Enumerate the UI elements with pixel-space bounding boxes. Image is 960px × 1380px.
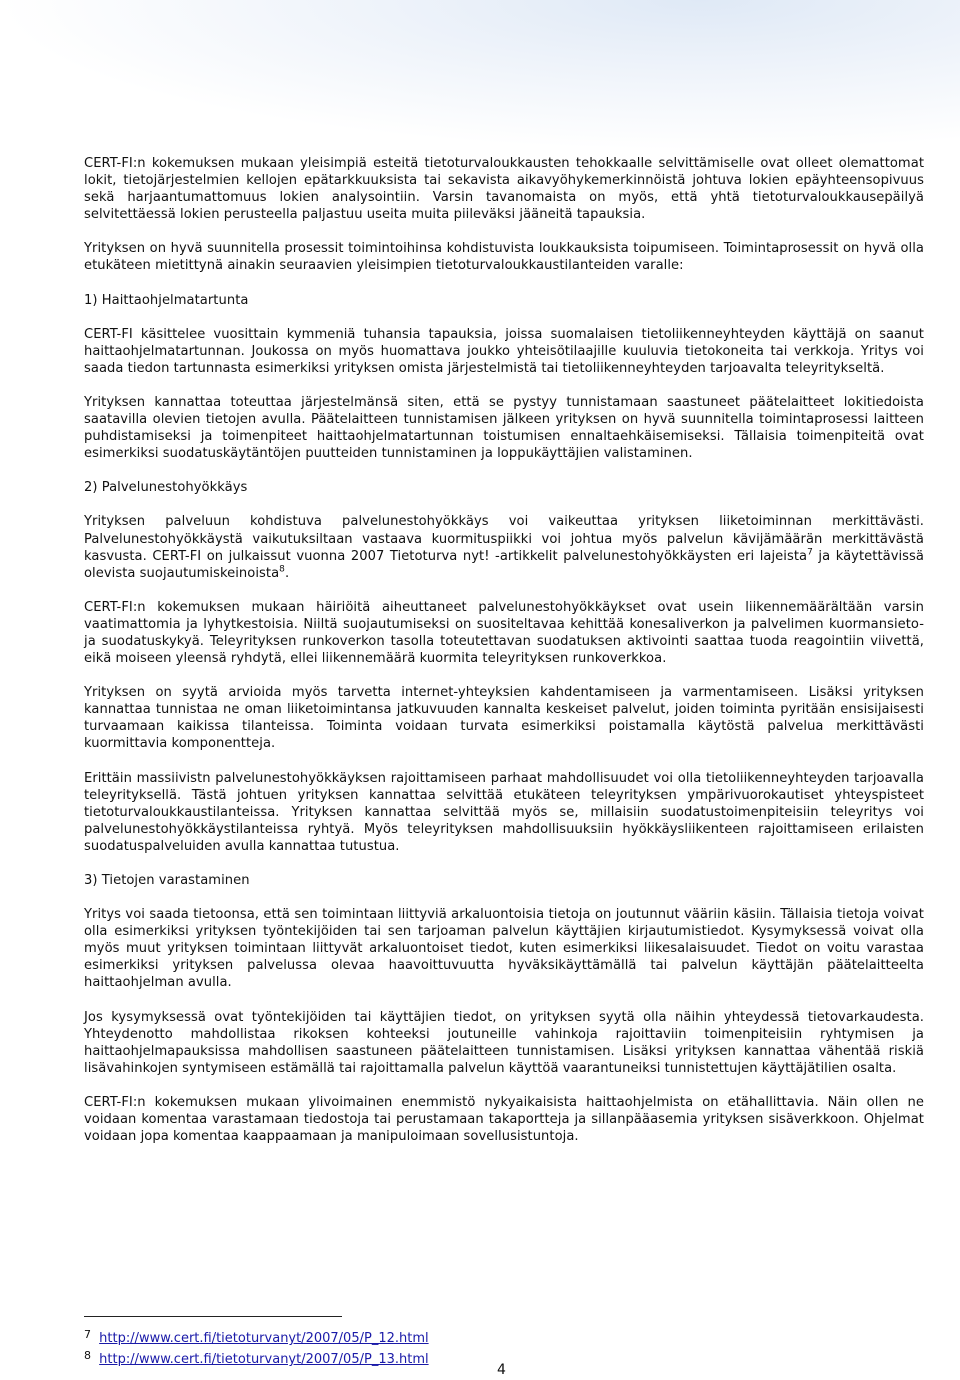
paragraph-intro: CERT-FI:n kokemuksen mukaan yleisimpiä esteitä tietoturvaloukkausten tehokkaalle selvittämiselle ovat olleet olemattomat lokit, tietojärjestelmien kellojen epätarkkuuksista tai sekavista aikavyöhykemerkinnöistä johtuva lokien epäyhteensopivuus sekä harjaantumattomuus lokien analysointiin. Varsin tavanomaista on myös, että yhtä tietoturvaloukkausepäilyä selvitettäessä lokien perusteella paljastuu useita muita piileväksi jääneitä tapauksia. — [84, 156, 924, 223]
footnote-number: 7 — [84, 1328, 91, 1341]
paragraph-dos-impact — [84, 513, 924, 581]
page-number: 4 — [497, 1362, 506, 1378]
footnote-link-7[interactable]: http://www.cert.fi/tietoturvanyt/2007/05/P_12.html — [99, 1331, 429, 1346]
paragraph-malware-cases: CERT-FI käsittelee vuosittain kymmeniä tuhansia tapauksia, joissa suomalaisen tietoliikenneyhteyden käyttäjä on saanut haittaohjelmatartunnan. Joukossa on myös huomattava joukko yhteisötilaajille kuuluvia tietokoneita tai verkkoja. Yritys voi saada tiedon tartunnasta esimerkiksi yrityksen omista järjestelmistä tai tietoliikenneyhteyden tarjoavalta teleyritykseltä. — [84, 326, 924, 376]
footnote-ref-7[interactable]: 7 — [807, 547, 813, 558]
paragraph-malware-detection: Yrityksen kannattaa toteuttaa järjestelmänsä siten, että se pystyy tunnistamaan saastuneet päätelaitteet lokitiedoista saatavilla olevien tietojen avulla. Päätelaitteen tunnistamisen jälkeen yrityksen on hyvä suunnitella toimintaprosessi laitteen puhdistamiseksi ja toimenpiteet haittaohjelmatartunnan toistumisen ennaltaehkäisemiseksi. Tällaisia toimenpiteitä ovat esimerkiksi suodatuskäytäntöjen puutteiden tunnistaminen ja loppukäyttäjien valistaminen. — [84, 394, 924, 462]
footnote-separator — [84, 1316, 342, 1317]
paragraph-theft-remote-control: CERT-FI:n kokemuksen mukaan ylivoimainen enemmistö nykyaikaisista haittaohjelmista on etähallittavia. Näin ollen ne voidaan komentaa varastamaan tiedostoja tai perustamaan takaportteja ja sillanpääasemia yrityksen sisäverkkoon. Ohjelmat voidaan jopa komentaa kaappaamaan ja manipuloimaan sovellusistuntoja. — [84, 1094, 924, 1145]
paragraph-dos-impact-text-c: . — [284, 565, 290, 581]
header-gradient — [0, 0, 960, 150]
heading-dos: 2) Palvelunestohyökkäys — [84, 480, 248, 496]
paragraph-dos-experience: CERT-FI:n kokemuksen mukaan häiriöitä aiheuttaneet palvelunestohyökkäykset ovat usein liikennemäärältään varsin vaatimattomia ja lyhytkestoisia. Niiltä suojautumiseksi on suositeltavaa kehittää konesaliverkon ja palvelimen kuormansieto- ja suodatuskykyä. Teleyrityksen runkoverkon tasolla toteutettavan suodatuksen aktivointi saattaa tuoda reagointiin viivettä, eikä moiseen yleensä ryhdytä, ellei liikennemäärä kuormita teleyrityksen runkoverkkoa. — [84, 599, 924, 667]
footnote-number: 8 — [84, 1349, 91, 1362]
footnote-8 — [84, 1347, 684, 1368]
paragraph-theft-contact: Jos kysymyksessä ovat työntekijöiden tai käyttäjien tiedot, on yrityksen syytä olla näihin yhteydessä tietovarkaudesta. Yhteydenotto mahdollistaa rikoksen kohteeksi joutuneille vahinkoja rajoittaviin toimenpiteisiin ryhtymisen ja haittaohjelmapauksissa mahdollisen saastuneen päätelaitteen tunnistamisen. Lisäksi yrityksen kannattaa vähentää riskiä lisävahinkojen syntymiseen estämällä tai rajoittamalla palvelun käyttöä vaarantuneiksi tunnistettujen käyttäjätilien osalta. — [84, 1009, 924, 1076]
heading-malware: 1) Haittaohjelmatartunta — [84, 292, 249, 308]
paragraph-theft-info: Yritys voi saada tietoonsa, että sen toimintaan liittyviä arkaluontoisia tietoja on joutunnut vääriin käsiin. Tällaisia tietoja voivat olla esimerkiksi yrityksen työntekijöiden tai sen tarjoaman palvelun käyttäjien kirjautumistiedot. Kysymyksessä voivat olla myös muut yrityksen toimintaan liittyvät arkaluontoiset tiedot, kuten esimerkiksi liikesalaisuudet. Tiedot on voitu varastaa esimerkiksi yrityksen palvelussa olevaa haavoittuvuutta hyväksikäyttämällä tai palvelun käyttäjän päätelaitteelta haittaohjelman avulla. — [84, 907, 924, 991]
paragraph-dos-redundancy: Yrityksen on syytä arvioida myös tarvetta internet-yhteyksien kahdentamiseen ja varmentamiseen. Lisäksi yrityksen kannattaa tunnistaa ne oman liiketoimintansa jatkuvuuden kannalta keskeiset palvelut, joiden toiminta pyritään ensisijaisesti turvaamaan kaikissa tilanteissa. Toiminta voidaan turvata esimerkiksi poistamalla käytöstä palvelua merkittävästi kuormittavia komponentteja. — [84, 685, 924, 752]
document-body — [84, 155, 924, 1162]
paragraph-dos-impact-text-b: ja käytettävissä olevista suojautumiskeinoista — [84, 548, 925, 581]
paragraph-dos-impact-text-a: Yrityksen palveluun kohdistuva palvelunestohyökkäys voi vaikeuttaa yrityksen liiketoiminnan merkittävästi. Palvelunestohyökkäystä vaikutuksiltaan vastaava kuormituspiikki voi johtua myös palvelun kävijämäärän merkittävästä kasvusta. CERT-FI on julkaissut vuonna 2007 Tietoturva nyt! -artikkelit palvelunestohyökkäysten eri lajeista — [84, 514, 924, 564]
footnote-link-8[interactable]: http://www.cert.fi/tietoturvanyt/2007/05/P_13.html — [99, 1352, 429, 1367]
footnote-ref-8[interactable]: 8 — [279, 564, 285, 575]
footnote-7 — [84, 1326, 684, 1347]
paragraph-recovery-process: Yrityksen on hyvä suunnitella prosessit toimintoihinsa kohdistuvista loukkauksista toipumiseen. Toimintaprosessit on hyvä olla etukäteen mietittynä ainakin seuraavien yleisimpien tietoturvaloukkaustilanteiden varalle: — [84, 241, 924, 274]
paragraph-dos-teleoperator: Erittäin massiivistn palvelunestohyökkäyksen rajoittamiseen parhaat mahdollisuudet voi olla tietoliikenneyhteyden tarjoavalla teleyrityksellä. Tästä johtuen yrityksen kannattaa selvittää etukäteen teleyrityksen ympärivuorokautiset yhteyspisteet tietoturvaloukkaustilanteissa. Yrityksen kannattaa selvittää myös se, millaisiin suodatustoimenpiteisiin teleyritys voi palvelunestohyökkäystilanteissa ryhtyä. Myös teleyrityksen mahdollisuuksiin hyökkäysliikenteen rajoittamiseen erilaisten suodatuspalveluiden avulla kannattaa tutustua. — [84, 770, 924, 854]
heading-data-theft: 3) Tietojen varastaminen — [84, 873, 250, 888]
footnotes — [84, 1326, 684, 1368]
